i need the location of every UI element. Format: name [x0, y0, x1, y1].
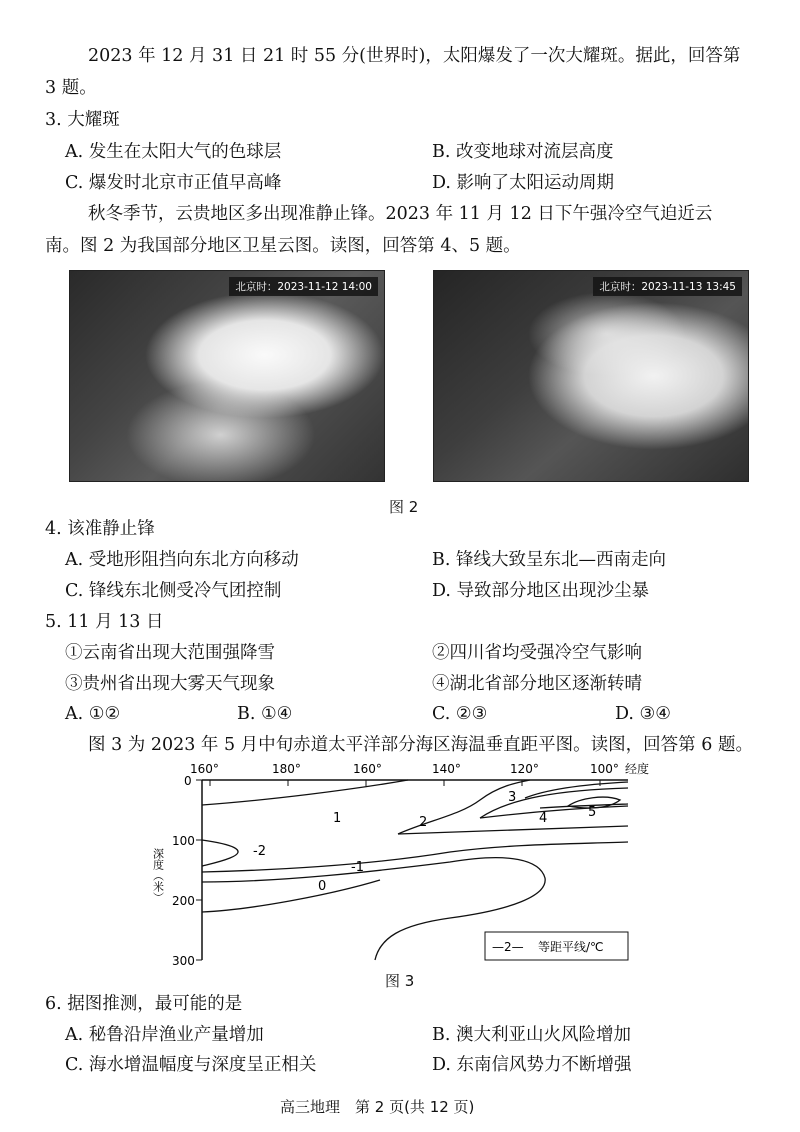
q3-option-b: B. 改变地球对流层高度 — [432, 142, 614, 162]
y-tick-300: 300 — [172, 954, 195, 968]
q3-stem: 3. 大耀斑 — [45, 110, 120, 130]
contour-label-2a: 2 — [419, 815, 428, 830]
legend-sample: —2— — [492, 940, 524, 954]
contour-label-minus1: -1 — [351, 860, 364, 875]
q4-option-b: B. 锋线大致呈东北—西南走向 — [432, 550, 666, 570]
contour-label-5: 5 — [588, 805, 597, 820]
q6-option-c: C. 海水增温幅度与深度呈正相关 — [65, 1055, 317, 1075]
x-tick-3: 160° — [353, 762, 382, 776]
x-tick-5: 120° — [510, 762, 539, 776]
contour-label-0: 0 — [318, 879, 327, 894]
y-axis-label: 深度（米） — [151, 848, 165, 903]
y-tick-200: 200 — [172, 894, 195, 908]
q5-option-c: C. ②③ — [432, 704, 488, 724]
y-tick-100: 100 — [172, 834, 195, 848]
q3-option-c: C. 爆发时北京市正值早高峰 — [65, 173, 282, 193]
q5-option-a: A. ①② — [65, 704, 121, 724]
page-footer: 高三地理 第 2 页(共 12 页) — [280, 1098, 475, 1116]
q3-option-a: A. 发生在太阳大气的色球层 — [65, 142, 282, 162]
x-tick-4: 140° — [432, 762, 461, 776]
legend-text: 等距平线/℃ — [538, 940, 604, 954]
passage2-line-2: 南。图 2 为我国部分地区卫星云图。读图，回答第 4、5 题。 — [45, 236, 521, 256]
q6-option-b: B. 澳大利亚山火风险增加 — [432, 1025, 631, 1045]
satellite-image-left — [69, 270, 385, 482]
q5-statement-3: ③贵州省出现大雾天气现象 — [65, 674, 275, 694]
x-tick-1: 160° — [190, 762, 219, 776]
q4-option-c: C. 锋线东北侧受冷气团控制 — [65, 581, 282, 601]
q4-stem: 4. 该准静止锋 — [45, 519, 155, 539]
passage3-line-1: 图 3 为 2023 年 5 月中旬赤道太平洋部分海区海温垂直距平图。读图，回答第 6 题。 — [88, 735, 753, 755]
y-tick-0: 0 — [184, 774, 192, 788]
x-axis-unit: 经度 — [625, 762, 650, 776]
q4-option-d: D. 导致部分地区出现沙尘暴 — [432, 581, 650, 601]
q6-option-d: D. 东南信风势力不断增强 — [432, 1055, 632, 1075]
contour-label-1a: 1 — [333, 811, 342, 826]
passage2-line-1: 秋冬季节，云贵地区多出现准静止锋。2023 年 11 月 12 日下午强冷空气迫近云 — [88, 204, 713, 224]
intro-line-1: 2023 年 12 月 31 日 21 时 55 分(世界时)，太阳爆发了一次大耀斑。据此，回答第 — [88, 46, 741, 66]
q3-option-d: D. 影响了太阳运动周期 — [432, 173, 615, 193]
figure2-caption: 图 2 — [389, 498, 419, 516]
contour-label-minus2: -2 — [253, 844, 266, 859]
q4-option-a: A. 受地形阻挡向东北方向移动 — [65, 550, 299, 570]
q5-option-b: B. ①④ — [237, 704, 293, 724]
satellite-time-label-left: 北京时：2023-11-12 14:00 — [229, 277, 378, 296]
x-tick-2: 180° — [272, 762, 301, 776]
contour-label-4: 4 — [539, 811, 548, 826]
q5-statement-4: ④湖北省部分地区逐渐转晴 — [432, 674, 642, 694]
q5-statement-2: ②四川省均受强冷空气影响 — [432, 643, 642, 663]
satellite-image-right — [433, 270, 749, 482]
intro-line-2: 3 题。 — [45, 78, 97, 98]
satellite-time-label-right: 北京时：2023-11-13 13:45 — [593, 277, 742, 296]
q6-stem: 6. 据图推测，最可能的是 — [45, 994, 243, 1014]
q6-option-a: A. 秘鲁沿岸渔业产量增加 — [65, 1025, 264, 1045]
x-tick-6: 100° — [590, 762, 619, 776]
q5-stem: 5. 11 月 13 日 — [45, 612, 164, 632]
q5-statement-1: ①云南省出现大范围强降雪 — [65, 643, 275, 663]
figure3-contour-chart — [150, 760, 650, 985]
contour-label-3: 3 — [508, 790, 517, 805]
figure3-caption: 图 3 — [385, 972, 415, 990]
q5-option-d: D. ③④ — [615, 704, 671, 724]
